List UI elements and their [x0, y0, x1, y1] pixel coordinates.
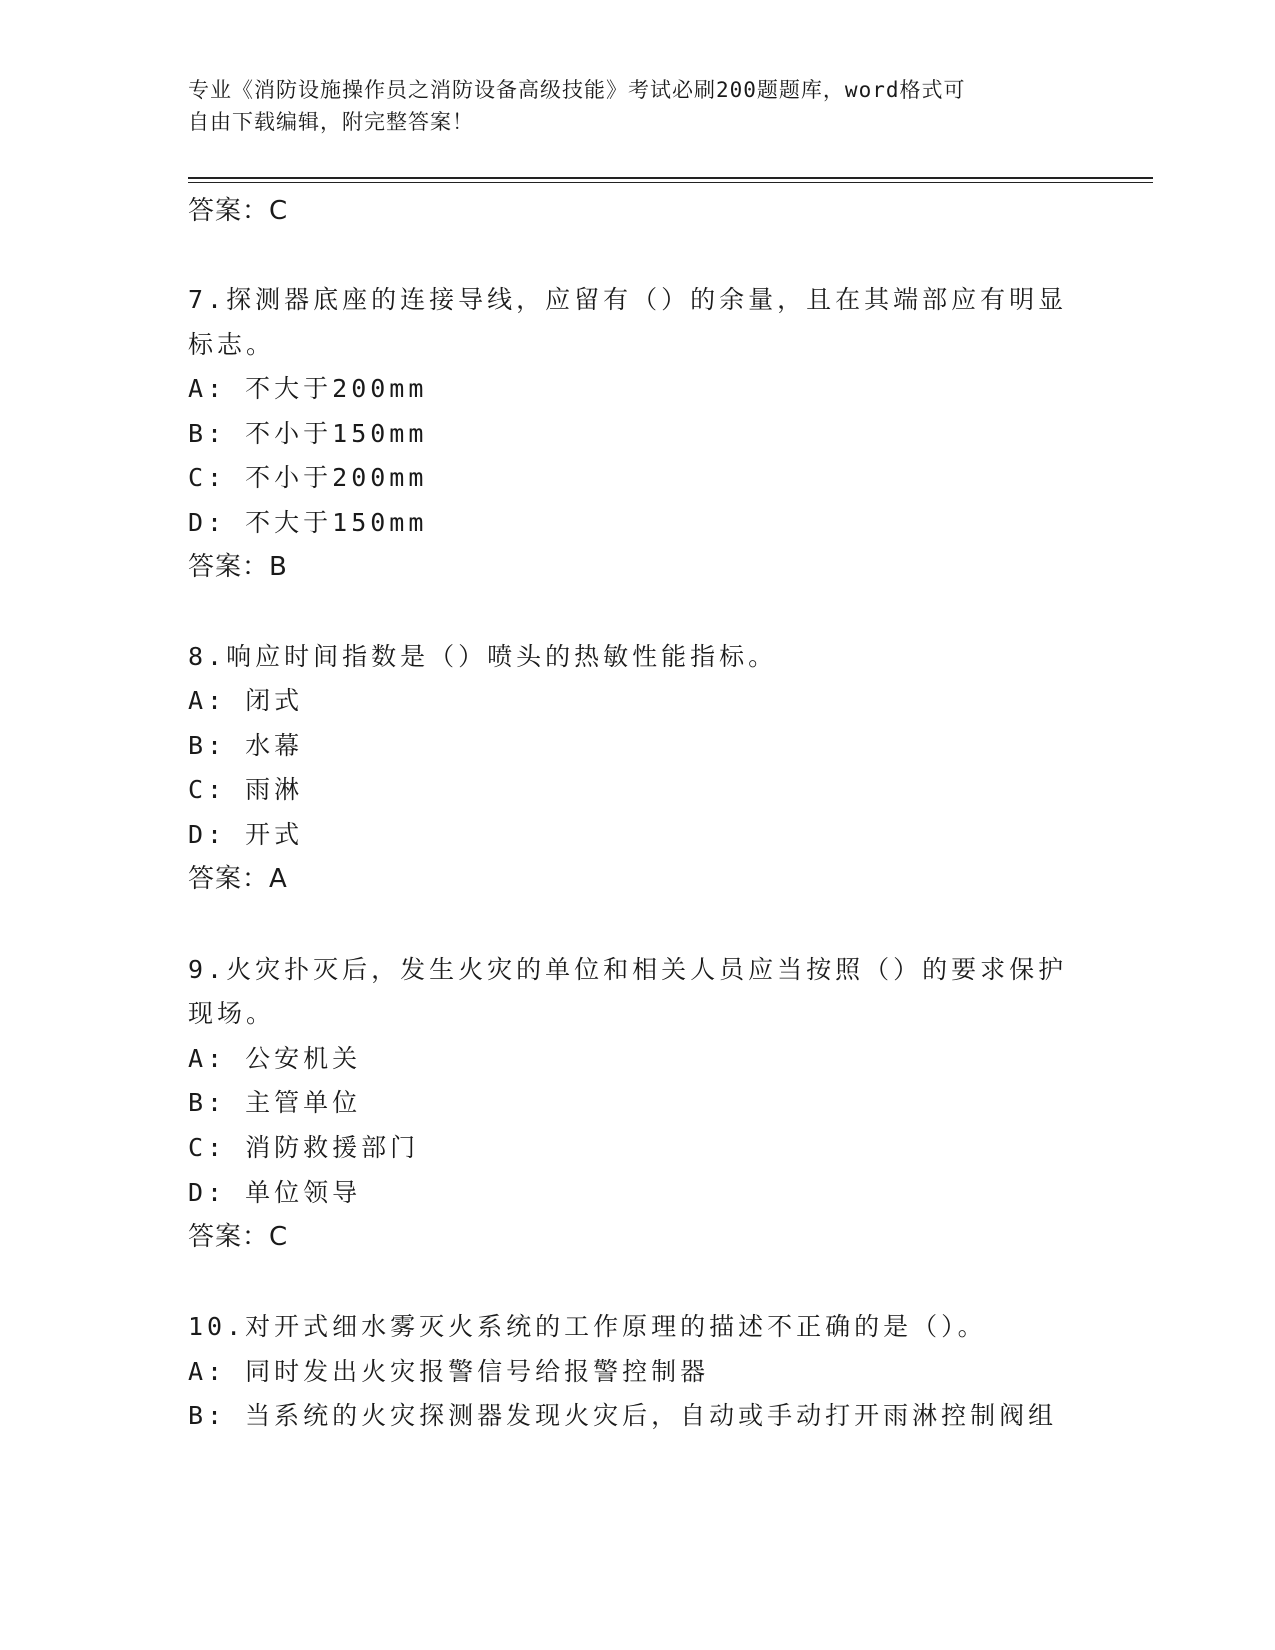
- option-b: B: 不小于150mm: [188, 419, 428, 448]
- option-a: A: 同时发出火灾报警信号给报警控制器: [188, 1357, 710, 1386]
- option-a: A: 公安机关: [188, 1044, 362, 1073]
- option-c: C: 不小于200mm: [188, 463, 428, 492]
- option-a: A: 不大于200mm: [188, 374, 428, 403]
- option-a: A: 闭式: [188, 686, 304, 715]
- question-10-text: 10.对开式细水雾灭火系统的工作原理的描述不正确的是（）。: [188, 1312, 987, 1341]
- question-8-text: 8.响应时间指数是（）喷头的热敏性能指标。: [188, 642, 778, 671]
- answer-line: 答案：C: [188, 1222, 289, 1252]
- document-header: [188, 74, 1088, 138]
- option-d: D: 不大于150mm: [188, 508, 428, 537]
- question-7-text-cont: 标志。: [188, 330, 276, 359]
- option-b: B: 水幕: [188, 731, 304, 760]
- option-d: D: 开式: [188, 820, 304, 849]
- answer-line: 答案：C: [188, 196, 289, 226]
- option-c: C: 雨淋: [188, 775, 304, 804]
- question-9-text-cont: 现场。: [188, 999, 276, 1028]
- option-d: D: 单位领导: [188, 1178, 362, 1207]
- header-line-2: 自由下载编辑，附完整答案！: [188, 110, 474, 134]
- option-b: B: 当系统的火灾探测器发现火灾后，自动或手动打开雨淋控制阀组: [188, 1401, 1058, 1430]
- question-7-text: 7.探测器底座的连接导线，应留有（）的余量，且在其端部应有明显: [188, 285, 1068, 314]
- header-divider-thick: [188, 177, 1153, 179]
- header-divider-thin: [188, 182, 1153, 183]
- option-b: B: 主管单位: [188, 1088, 362, 1117]
- answer-line: 答案：B: [188, 552, 288, 582]
- header-line-1: 专业《消防设施操作员之消防设备高级技能》考试必刷200题题库，word格式可: [188, 78, 966, 102]
- question-9-text: 9.火灾扑灭后，发生火灾的单位和相关人员应当按照（）的要求保护: [188, 955, 1068, 984]
- answer-line: 答案：A: [188, 864, 288, 894]
- option-c: C: 消防救援部门: [188, 1133, 420, 1162]
